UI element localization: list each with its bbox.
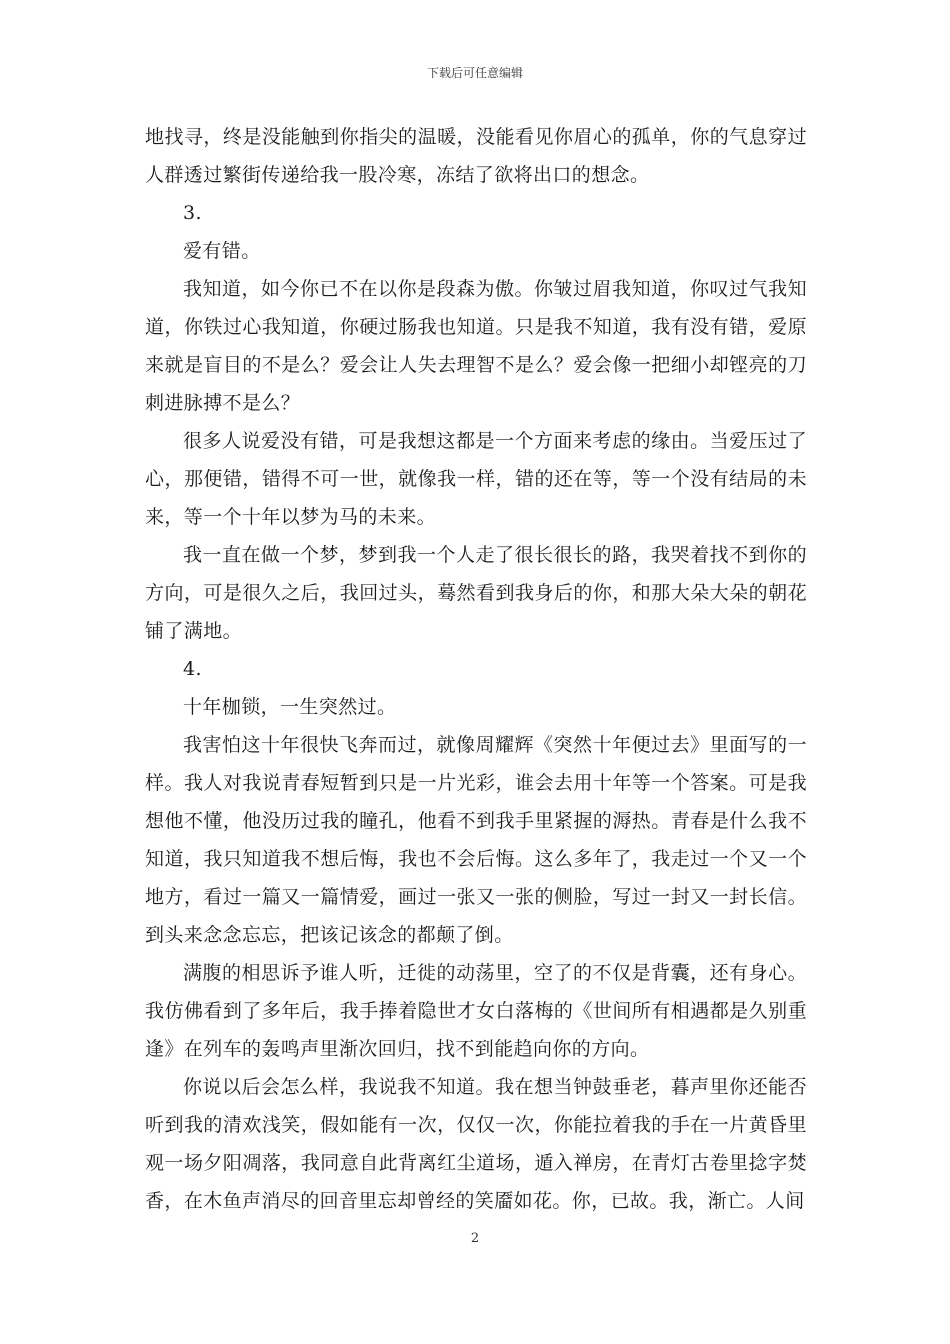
paragraph: 我知道，如今你已不在以你是段森为傲。你皱过眉我知道，你叹过气我知道，你铁过心我知道，你硬过肠我也知道。只是我不知道，我有没有错，爱原来就是盲目的不是么？爱会让人失去理智不是么？爱会像一把细小却铿亮的刀刺进脉搏不是么？ — [145, 278, 807, 414]
page-number: 2 — [470, 1231, 480, 1246]
paragraph: 你说以后会怎么样，我说我不知道。我在想当钟鼓垂老，暮声里你还能否听到我的清欢浅笑，假如能有一次，仅仅一次，你能拉着我的手在一片黄昏里观一场夕阳凋落，我同意自此背离红尘道场，遁入禅房，在青灯古卷里捻字焚香，在木鱼声消尽的回音里忘却曾经的笑靥如花。你，已故。我，渐亡。人间 — [145, 1076, 807, 1212]
paragraph: 我一直在做一个梦，梦到我一个人走了很长很长的路，我哭着找不到你的方向，可是很久之后，我回过头，蓦然看到我身后的你，和那大朵大朵的朝花铺了满地。 — [145, 544, 807, 642]
section-heading: 爱有错。 — [183, 240, 261, 262]
body-text — [145, 118, 807, 1220]
paragraph: 很多人说爱没有错，可是我想这都是一个方面来考虑的缘由。当爱压过了心，那便错，错得不可一世，就像我一样，错的还在等，等一个没有结局的未来，等一个十年以梦为马的未来。 — [145, 430, 807, 528]
section-number: 3. — [183, 202, 202, 224]
paragraph: 地找寻，终是没能触到你指尖的温暖，没能看见你眉心的孤单，你的气息穿过人群透过繁街传递给我一股冷寒，冻结了欲将出口的想念。 — [145, 126, 807, 186]
section-heading: 十年枷锁，一生突然过。 — [183, 696, 397, 718]
page-header: 下载后可任意编辑 — [426, 66, 523, 80]
section-number: 4. — [183, 658, 202, 680]
paragraph: 满腹的相思诉予谁人听，迁徙的动荡里，空了的不仅是背囊，还有身心。我仿佛看到了多年后，我手捧着隐世才女白落梅的《世间所有相遇都是久别重逢》在列车的轰鸣声里渐次回归，找不到能趋向你的方向。 — [145, 962, 807, 1060]
paragraph: 我害怕这十年很快飞奔而过，就像周耀辉《突然十年便过去》里面写的一样。我人对我说青春短暂到只是一片光彩，谁会去用十年等一个答案。可是我想他不懂，他没历过我的瞳孔，他看不到我手里紧握的溽热。青春是什么我不知道，我只知道我不想后悔，我也不会后悔。这么多年了，我走过一个又一个地方，看过一篇又一篇情爱，画过一张又一张的侧脸，写过一封又一封长信。到头来念念忘忘，把该记该念的都颠了倒。 — [145, 734, 807, 946]
